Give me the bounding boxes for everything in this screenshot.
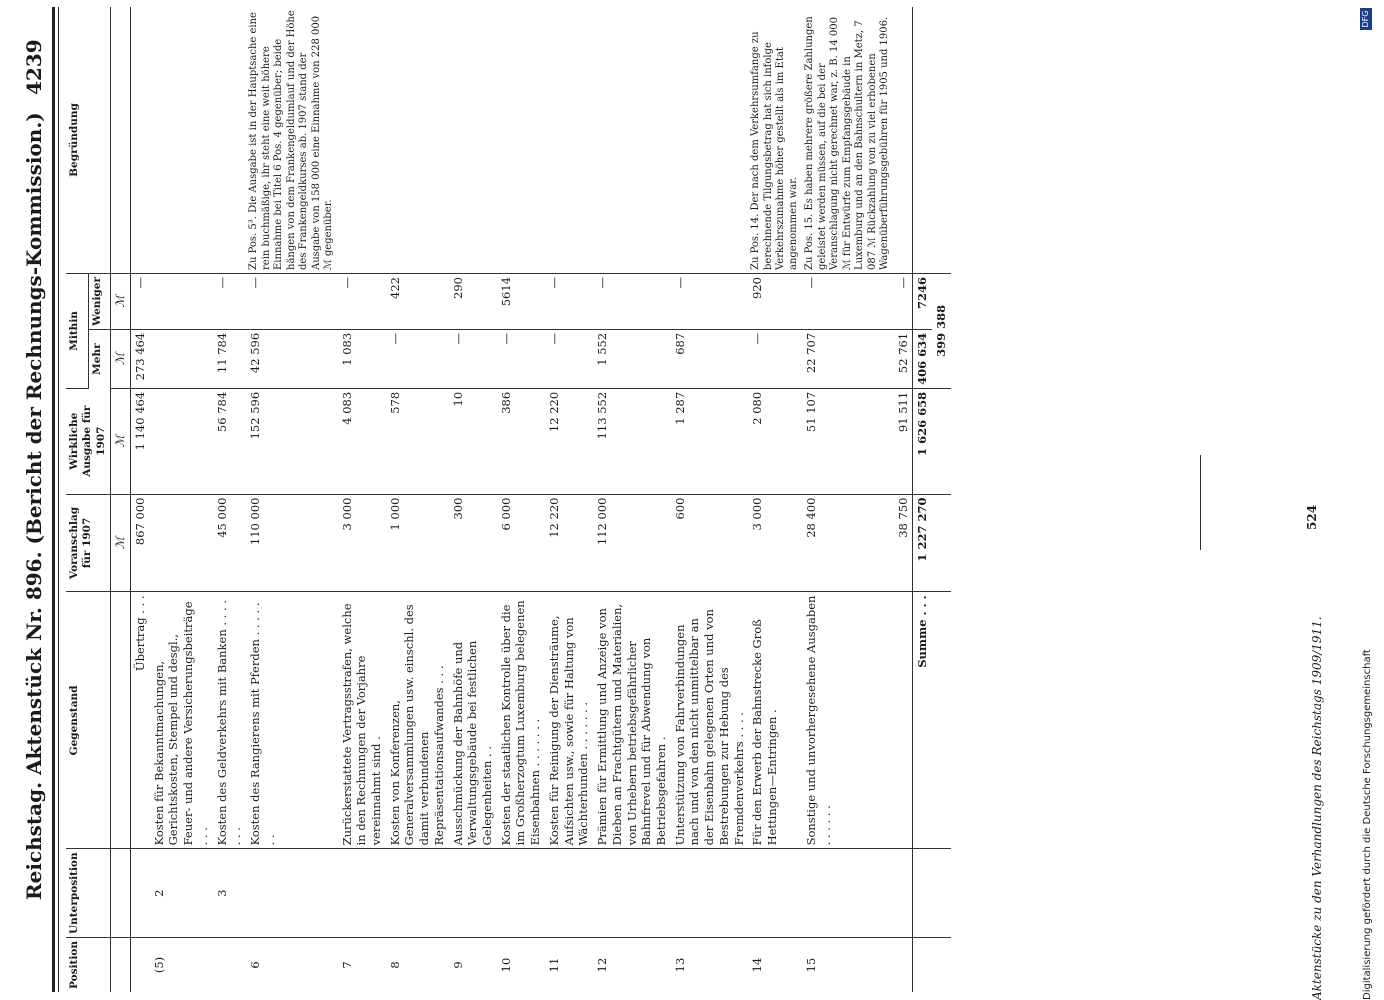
footer-page-number: 524 bbox=[1305, 504, 1319, 530]
table-row bbox=[894, 7, 913, 992]
row-gegenstand: Prämien für Ermittlung und Anzeige von Dieben an Frachtgütern und Materialien, von Urhebern betriebsgefährlicher Bahnfrevel und für Abwendung von Betriebsgefahren . bbox=[593, 592, 671, 849]
row-wirkliche: 386 bbox=[497, 388, 545, 494]
table-row bbox=[802, 7, 894, 992]
row-mehr: 1 083 bbox=[338, 329, 386, 388]
summe-mehr: 406 634 bbox=[913, 329, 932, 388]
row-voranschlag: 112 000 bbox=[593, 494, 671, 592]
summe-row bbox=[913, 7, 932, 992]
row-voranschlag: 1 000 bbox=[386, 494, 449, 592]
row-position: (5) bbox=[151, 956, 166, 974]
row-weniger: 290 bbox=[449, 274, 497, 330]
row-wirkliche: 578 bbox=[386, 388, 449, 494]
page-number: 4239 bbox=[22, 39, 46, 95]
row-position: 15 bbox=[804, 957, 819, 973]
table-row bbox=[386, 7, 449, 992]
uebertrag-label: Übertrag . . . bbox=[131, 592, 150, 849]
summe-wirkliche: 1 626 658 bbox=[913, 388, 932, 494]
header-rule bbox=[52, 7, 55, 992]
row-gegenstand: Zurückerstattete Vertragsstrafen, welche in den Rechnungen der Vorjahre vereinnahmt sind . bbox=[338, 592, 386, 849]
row-voranschlag: 110 000 bbox=[246, 494, 338, 592]
uebertrag-mehr: 273 464 bbox=[131, 329, 150, 388]
table-row bbox=[497, 7, 545, 992]
row-voranschlag: 600 bbox=[671, 494, 749, 592]
row-mehr: — bbox=[497, 329, 545, 388]
row-mehr: 11 784 bbox=[213, 329, 246, 388]
row-voranschlag bbox=[150, 494, 213, 592]
expense-table bbox=[66, 7, 951, 992]
unit-cell: ℳ bbox=[111, 494, 131, 592]
summe-label: Summe . . . bbox=[913, 592, 932, 849]
row-position bbox=[894, 938, 913, 993]
row-voranschlag: 3 000 bbox=[338, 494, 386, 592]
table-row bbox=[671, 7, 749, 992]
row-mehr: 52 761 bbox=[894, 329, 913, 388]
row-gegenstand: Kosten der staatlichen Kontrolle über die im Großherzogtum Luxemburg belegenen Eisenbahnen . . . . . . . bbox=[497, 592, 545, 849]
uebertrag-weniger: — bbox=[131, 274, 150, 330]
row-begruendung bbox=[150, 7, 213, 274]
row-weniger: — bbox=[213, 274, 246, 330]
row-weniger: 5614 bbox=[497, 274, 545, 330]
difference-row bbox=[932, 7, 951, 992]
row-unterposition bbox=[449, 849, 497, 938]
row-wirkliche: 4 083 bbox=[338, 388, 386, 494]
row-voranschlag: 45 000 bbox=[213, 494, 246, 592]
row-position: 10 bbox=[498, 957, 513, 973]
col-header-weniger: Weniger bbox=[88, 274, 111, 330]
row-gegenstand: Kosten für Bekanntmachungen, Gerichtskosten, Stempel und desgl., Feuer- und andere Versicherungsbeiträge . . . bbox=[150, 592, 213, 849]
row-weniger: 920 bbox=[748, 274, 802, 330]
col-header-mithin: Mithin bbox=[66, 274, 88, 389]
col-header-position: Position bbox=[66, 938, 111, 993]
row-weniger bbox=[150, 274, 213, 330]
table-row bbox=[593, 7, 671, 992]
unit-row bbox=[111, 7, 131, 992]
row-gegenstand: Ausschmückung der Bahnhöfe und Verwaltungsgebäude bei festlichen Gelegenheiten . . bbox=[449, 592, 497, 849]
row-unterposition bbox=[748, 849, 802, 938]
row-begruendung bbox=[497, 7, 545, 274]
row-unterposition: 2 bbox=[150, 849, 213, 938]
row-wirkliche: 10 bbox=[449, 388, 497, 494]
row-wirkliche: 51 107 bbox=[802, 388, 894, 494]
summe-voranschlag: 1 227 270 bbox=[913, 494, 932, 592]
col-header-voranschlag: Voranschlag für 1907 bbox=[66, 494, 111, 592]
col-header-mehr: Mehr bbox=[88, 329, 111, 388]
row-weniger: 422 bbox=[386, 274, 449, 330]
row-begruendung bbox=[386, 7, 449, 274]
row-unterposition bbox=[894, 849, 913, 938]
row-position: 9 bbox=[450, 961, 465, 969]
col-header-gegenstand: Gegenstand bbox=[66, 592, 111, 849]
row-mehr: — bbox=[449, 329, 497, 388]
row-mehr: 1 552 bbox=[593, 329, 671, 388]
row-voranschlag: 12 220 bbox=[545, 494, 593, 592]
row-gegenstand: Kosten des Geldverkehrs mit Banken . . . . . . . bbox=[213, 592, 246, 849]
row-begruendung: Zu Pos. 15. Es haben mehrere größere Zahlungen geleistet werden müssen, auf die bei der Veranschlagung nicht gerechnet war, z. B. 14 000 ℳ für Entwürfe zum Empfangsgebäude in Luxemburg und an den Bahnschultern in Metz, 7 087 ℳ Rückzahlung von zu viel erhobenen Wagenüberführungsgebühren für 1905 und 1906. bbox=[802, 7, 894, 274]
row-unterposition bbox=[593, 849, 671, 938]
row-position: 13 bbox=[672, 957, 687, 973]
table-row bbox=[449, 7, 497, 992]
row-unterposition bbox=[246, 849, 338, 938]
row-mehr: 22 707 bbox=[802, 329, 894, 388]
row-gegenstand: Unterstützung von Fahrverbindungen nach und von den nicht unmittelbar an der Eisenbahn gelegenen Orten und von Bestrebungen zur Hebung des Fremdenverkehrs . . . . bbox=[671, 592, 749, 849]
row-unterposition bbox=[497, 849, 545, 938]
row-gegenstand: Für den Erwerb der Bahnstrecke Groß Hettingen—Entringen . bbox=[748, 592, 802, 849]
row-begruendung bbox=[213, 7, 246, 274]
row-wirkliche: 113 552 bbox=[593, 388, 671, 494]
row-wirkliche bbox=[150, 388, 213, 494]
row-position: 12 bbox=[595, 957, 610, 973]
row-position: 6 bbox=[248, 961, 263, 969]
row-begruendung: Zu Pos. 5³. Die Ausgabe ist in der Hauptsache eine rein buchmäßige, ihr steht eine weit höhere Einnahme bei Titel 6 Pos. 4 gegenüber; beide hängen von dem Frankengeldumlauf und der Höhe des Frankengeldkurses ab. 1907 stand der Ausgabe von 158 000 eine Einnahme von 228 000 ℳ gegenüber. bbox=[246, 7, 338, 274]
unit-cell: ℳ bbox=[111, 274, 131, 330]
col-header-unterposition: Unterposition bbox=[66, 849, 111, 938]
header-rule-thin bbox=[58, 7, 59, 992]
row-unterposition bbox=[545, 849, 593, 938]
table-row bbox=[748, 7, 802, 992]
row-gegenstand: Kosten von Konferenzen, Generalversammlungen usw. einschl. des damit verbundenen Repräsentationsaufwandes . . . bbox=[386, 592, 449, 849]
uebertrag-row bbox=[131, 7, 150, 992]
row-position: 11 bbox=[546, 957, 561, 973]
row-wirkliche: 56 784 bbox=[213, 388, 246, 494]
row-position: 7 bbox=[339, 961, 354, 969]
row-mehr: 42 596 bbox=[246, 329, 338, 388]
row-weniger: — bbox=[338, 274, 386, 330]
divider-rule bbox=[1200, 455, 1201, 550]
row-unterposition bbox=[386, 849, 449, 938]
row-weniger: — bbox=[545, 274, 593, 330]
unit-cell: ℳ bbox=[111, 329, 131, 388]
row-gegenstand: Sonstige und unvorhergesehene Ausgaben . . . . . . bbox=[802, 592, 894, 849]
row-begruendung bbox=[671, 7, 749, 274]
digitization-notice: Digitalisierung gefördert durch die Deutsche Forschungsgemeinschaft bbox=[1362, 649, 1373, 1000]
row-voranschlag: 300 bbox=[449, 494, 497, 592]
row-wirkliche: 152 596 bbox=[246, 388, 338, 494]
row-unterposition bbox=[802, 849, 894, 938]
row-wirkliche: 1 287 bbox=[671, 388, 749, 494]
row-unterposition: 3 bbox=[213, 849, 246, 938]
row-begruendung bbox=[545, 7, 593, 274]
row-unterposition bbox=[338, 849, 386, 938]
row-mehr: — bbox=[386, 329, 449, 388]
row-begruendung bbox=[894, 7, 913, 274]
row-weniger: — bbox=[894, 274, 913, 330]
row-gegenstand bbox=[894, 592, 913, 849]
dfg-logo: DFG bbox=[1360, 8, 1372, 30]
row-weniger: — bbox=[802, 274, 894, 330]
row-mehr: — bbox=[545, 329, 593, 388]
unit-cell: ℳ bbox=[111, 388, 131, 494]
col-header-begruendung: Begründung bbox=[66, 7, 111, 274]
row-wirkliche: 2 080 bbox=[748, 388, 802, 494]
summe-weniger: 7246 bbox=[913, 274, 932, 330]
difference-value: 399 388 bbox=[932, 274, 951, 389]
row-mehr bbox=[150, 329, 213, 388]
table-row bbox=[246, 7, 338, 992]
row-begruendung bbox=[449, 7, 497, 274]
uebertrag-wirkliche: 1 140 464 bbox=[131, 388, 150, 494]
row-begruendung: Zu Pos. 14. Der nach dem Verkehrsumfange zu berechnende Tilgungsbetrag hat sich infolge Verkehrszunahme höher gestellt als im Etat angenommen war. bbox=[748, 7, 802, 274]
row-mehr: 687 bbox=[671, 329, 749, 388]
row-weniger: — bbox=[671, 274, 749, 330]
row-position bbox=[213, 938, 246, 993]
page-header-title: Reichstag. Aktenstück Nr. 896. (Bericht der Rechnungs-Kommission.) bbox=[22, 112, 46, 900]
row-weniger: — bbox=[246, 274, 338, 330]
row-gegenstand: Kosten für Reinigung der Diensträume, Aufsichten usw., sowie für Haltung von Wächterhunden . . . . . . . bbox=[545, 592, 593, 849]
table-row bbox=[338, 7, 386, 992]
table-row bbox=[545, 7, 593, 992]
row-voranschlag: 3 000 bbox=[748, 494, 802, 592]
col-header-wirkliche: Wirkliche Ausgabe für 1907 bbox=[66, 388, 111, 494]
row-position: 8 bbox=[387, 961, 402, 969]
row-wirkliche: 12 220 bbox=[545, 388, 593, 494]
row-unterposition bbox=[671, 849, 749, 938]
table-row bbox=[150, 7, 213, 992]
row-voranschlag: 28 400 bbox=[802, 494, 894, 592]
row-mehr: — bbox=[748, 329, 802, 388]
row-wirkliche: 91 511 bbox=[894, 388, 913, 494]
table-row bbox=[213, 7, 246, 992]
row-voranschlag: 6 000 bbox=[497, 494, 545, 592]
row-position: 14 bbox=[750, 957, 765, 973]
row-weniger: — bbox=[593, 274, 671, 330]
row-voranschlag: 38 750 bbox=[894, 494, 913, 592]
row-begruendung bbox=[338, 7, 386, 274]
uebertrag-voranschlag: 867 000 bbox=[131, 494, 150, 592]
row-begruendung bbox=[593, 7, 671, 274]
row-gegenstand: Kosten des Rangierens mit Pferden . . . . . . . bbox=[246, 592, 338, 849]
footer-series-title: Aktenstücke zu den Verhandlungen des Reichstags 1909/1911. bbox=[1310, 616, 1324, 1000]
